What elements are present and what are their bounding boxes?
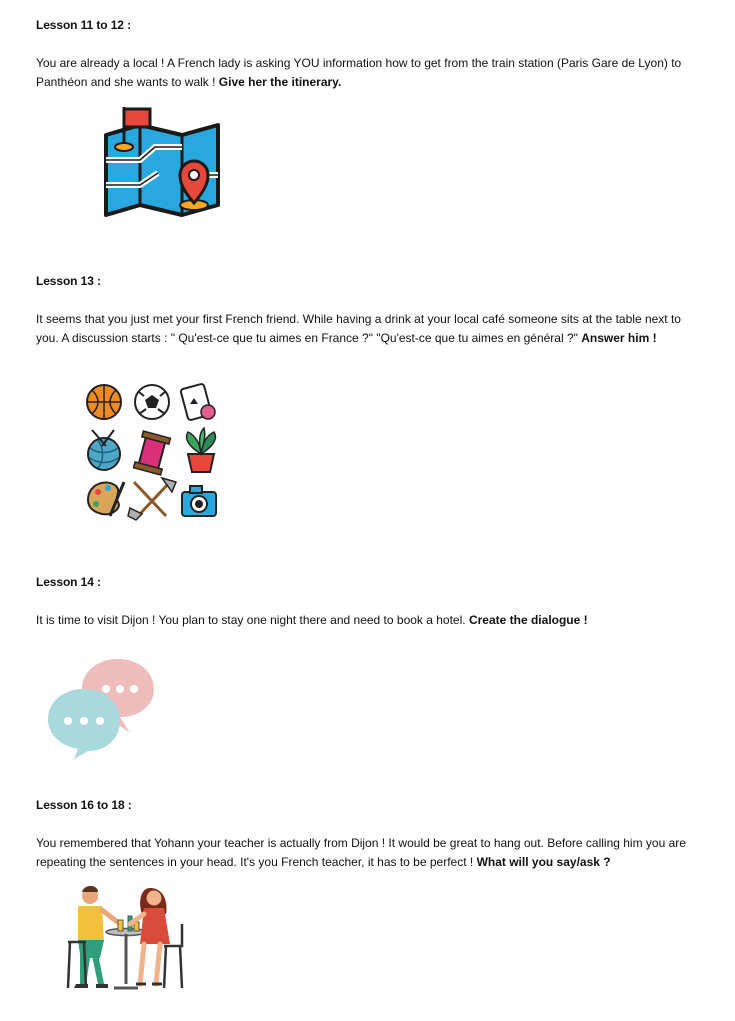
lesson-13-text — [36, 310, 706, 347]
camera-icon — [182, 486, 216, 516]
potted-plant-icon — [187, 428, 216, 472]
paint-palette-icon — [88, 482, 124, 516]
lesson-16-18-text — [36, 834, 706, 871]
lesson-13-heading: Lesson 13 : — [36, 274, 101, 288]
man-figure — [74, 886, 120, 988]
teal-speech-bubble-icon — [48, 689, 120, 759]
lesson-11-12-text — [36, 54, 706, 91]
basketball-icon — [87, 385, 121, 419]
lesson-14-instruction: Create the dialogue ! — [468, 613, 588, 627]
map-with-flag-and-pin-icon — [100, 105, 225, 220]
playing-cards-icon — [180, 383, 215, 420]
soccer-ball-icon — [135, 385, 169, 419]
thread-spool-icon — [134, 431, 171, 475]
lesson-16-18-body: You remembered that Yohann your teacher is actually from Dijon ! It would be great to hang out. Before calling him you are repeating the sentences in your head. It's you French teacher, it has to be perfect ! — [36, 836, 686, 869]
lesson-16-18-heading: Lesson 16 to 18 : — [36, 798, 132, 812]
lesson-14-body: It is time to visit Dijon ! You plan to stay one night there and need to book a hotel. — [36, 613, 469, 627]
lesson-11-12-instruction: Give her the itinerary. — [218, 74, 342, 89]
lesson-11-12-heading: Lesson 11 to 12 : — [36, 18, 132, 32]
lesson-13-instruction: Answer him ! — [581, 330, 657, 345]
lesson-16-18-instruction: What will you say/ask ? — [476, 854, 611, 869]
lesson-13-body: It seems that you just met your first French friend. While having a drink at your local café someone sits at the table next to you. A discussion starts : " Qu'est-ce que tu aimes en France ?" "Qu'est-ce que tu aimes en général ?" — [36, 312, 681, 345]
lesson-11-12-body: You are already a local ! A French lady is asking YOU information how to get from the train station (Paris Gare de Lyon) to Panthéon and she wants to walk ! — [36, 56, 682, 89]
yarn-ball-icon — [88, 430, 120, 470]
couple-at-cafe-table-illustration — [60, 884, 190, 994]
lesson-14-text — [36, 611, 706, 630]
lesson-14-heading: Lesson 14 : — [36, 575, 101, 589]
shovel-and-rake-icon — [128, 478, 176, 520]
hobbies-icon-grid — [84, 382, 224, 522]
chat-bubbles-icon — [44, 655, 159, 760]
